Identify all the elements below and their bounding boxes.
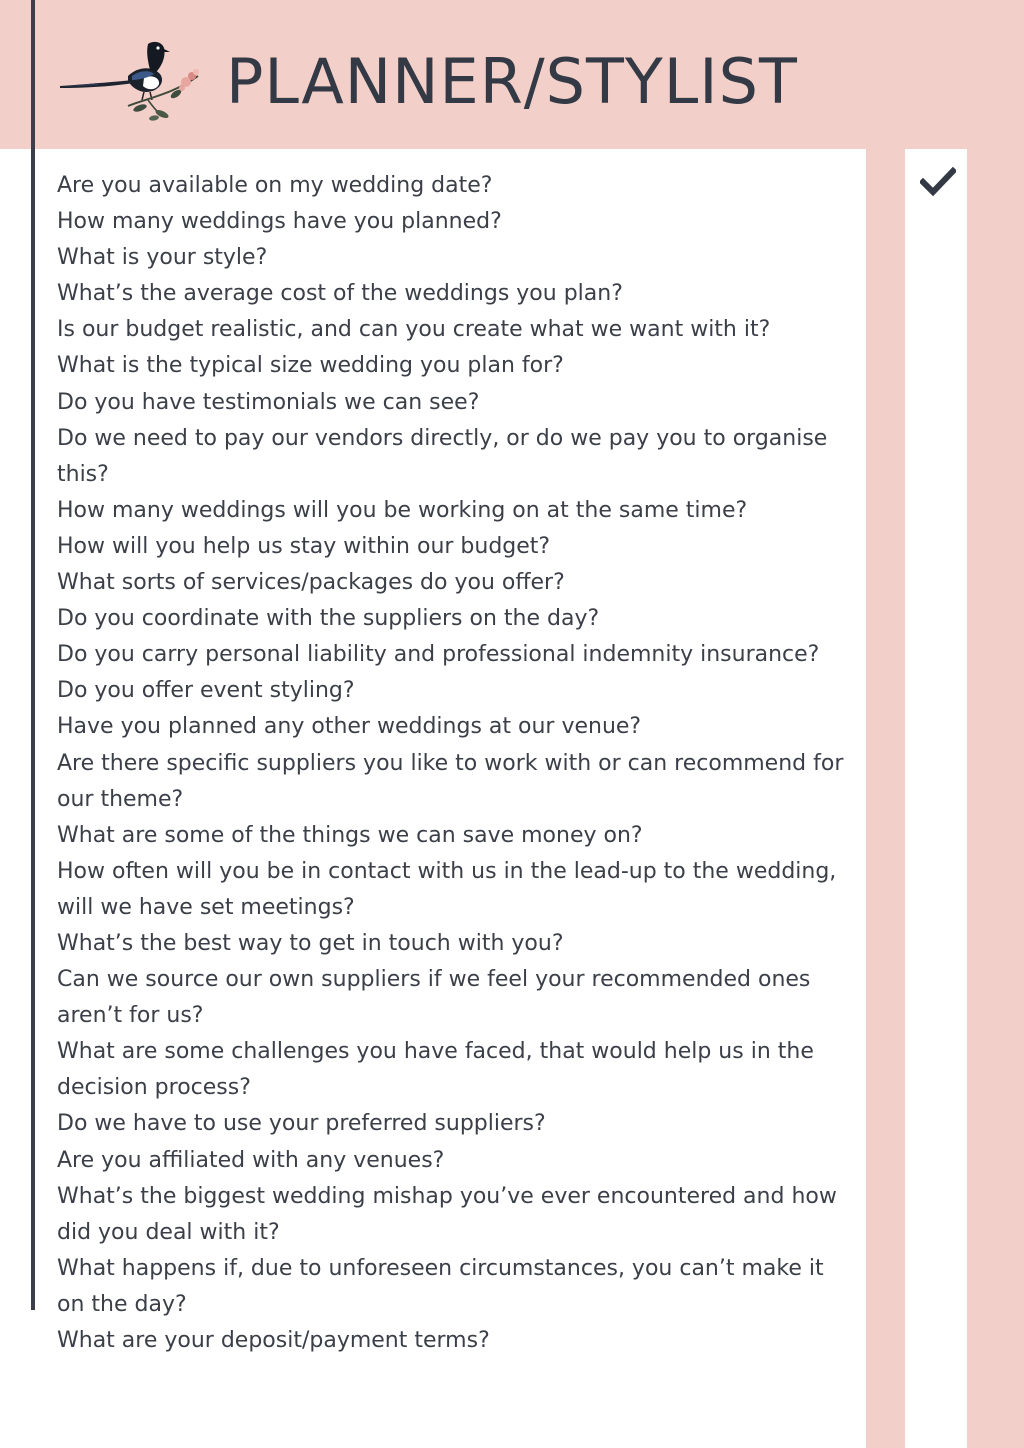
question-item: Is our budget realistic, and can you create what we want with it? xyxy=(57,317,771,343)
question-item: Are you available on my wedding date? xyxy=(57,173,493,198)
question-item: What’s the best way to get in touch with you? xyxy=(57,930,564,956)
question-item: What are some challenges you have faced, that would help us in the decision process? xyxy=(57,1039,814,1101)
question-item: How many weddings will you be working on at the same time? xyxy=(57,497,748,523)
question-item: Are you affiliated with any venues? xyxy=(57,1147,445,1173)
question-item: What sorts of services/packages do you offer? xyxy=(57,570,565,596)
question-item: Can we source our own suppliers if we feel your recommended ones aren’t for us? xyxy=(57,967,811,1029)
checkbox-column xyxy=(905,149,967,1448)
question-item: What’s the biggest wedding mishap you’ve ever encountered and how did you deal with it? xyxy=(57,1183,837,1245)
question-item: What is your style? xyxy=(57,245,268,271)
questions-list xyxy=(57,168,857,1359)
question-item: Are there specific suppliers you like to work with or can recommend for our theme? xyxy=(57,750,844,812)
question-item: Do you have testimonials we can see? xyxy=(57,389,480,415)
question-item: What are some of the things we can save money on? xyxy=(57,822,643,848)
question-item: How will you help us stay within our budget? xyxy=(57,533,551,559)
question-item: How often will you be in contact with us in the lead-up to the wedding, will we have set meetings? xyxy=(57,858,837,920)
page-title: PLANNER/STYLIST xyxy=(226,45,798,118)
vertical-divider xyxy=(31,0,35,1310)
checkmark-icon xyxy=(920,166,956,198)
question-item: How many weddings have you planned? xyxy=(57,209,502,235)
question-item: Do you carry personal liability and professional indemnity insurance? xyxy=(57,642,820,668)
question-item: Do you offer event styling? xyxy=(57,678,355,704)
question-item: What is the typical size wedding you plan for? xyxy=(57,353,564,379)
magpie-bird-icon xyxy=(58,36,203,122)
question-item: What are your deposit/payment terms? xyxy=(57,1328,490,1353)
question-item: Do you coordinate with the suppliers on the day? xyxy=(57,606,600,632)
question-item: Do we need to pay our vendors directly, or do we pay you to organise this? xyxy=(57,425,828,487)
question-item: What happens if, due to unforeseen circumstances, you can’t make it on the day? xyxy=(57,1255,824,1317)
question-item: What’s the average cost of the weddings you plan? xyxy=(57,281,623,307)
question-item: Do we have to use your preferred suppliers? xyxy=(57,1111,546,1137)
question-item: Have you planned any other weddings at our venue? xyxy=(57,714,642,740)
